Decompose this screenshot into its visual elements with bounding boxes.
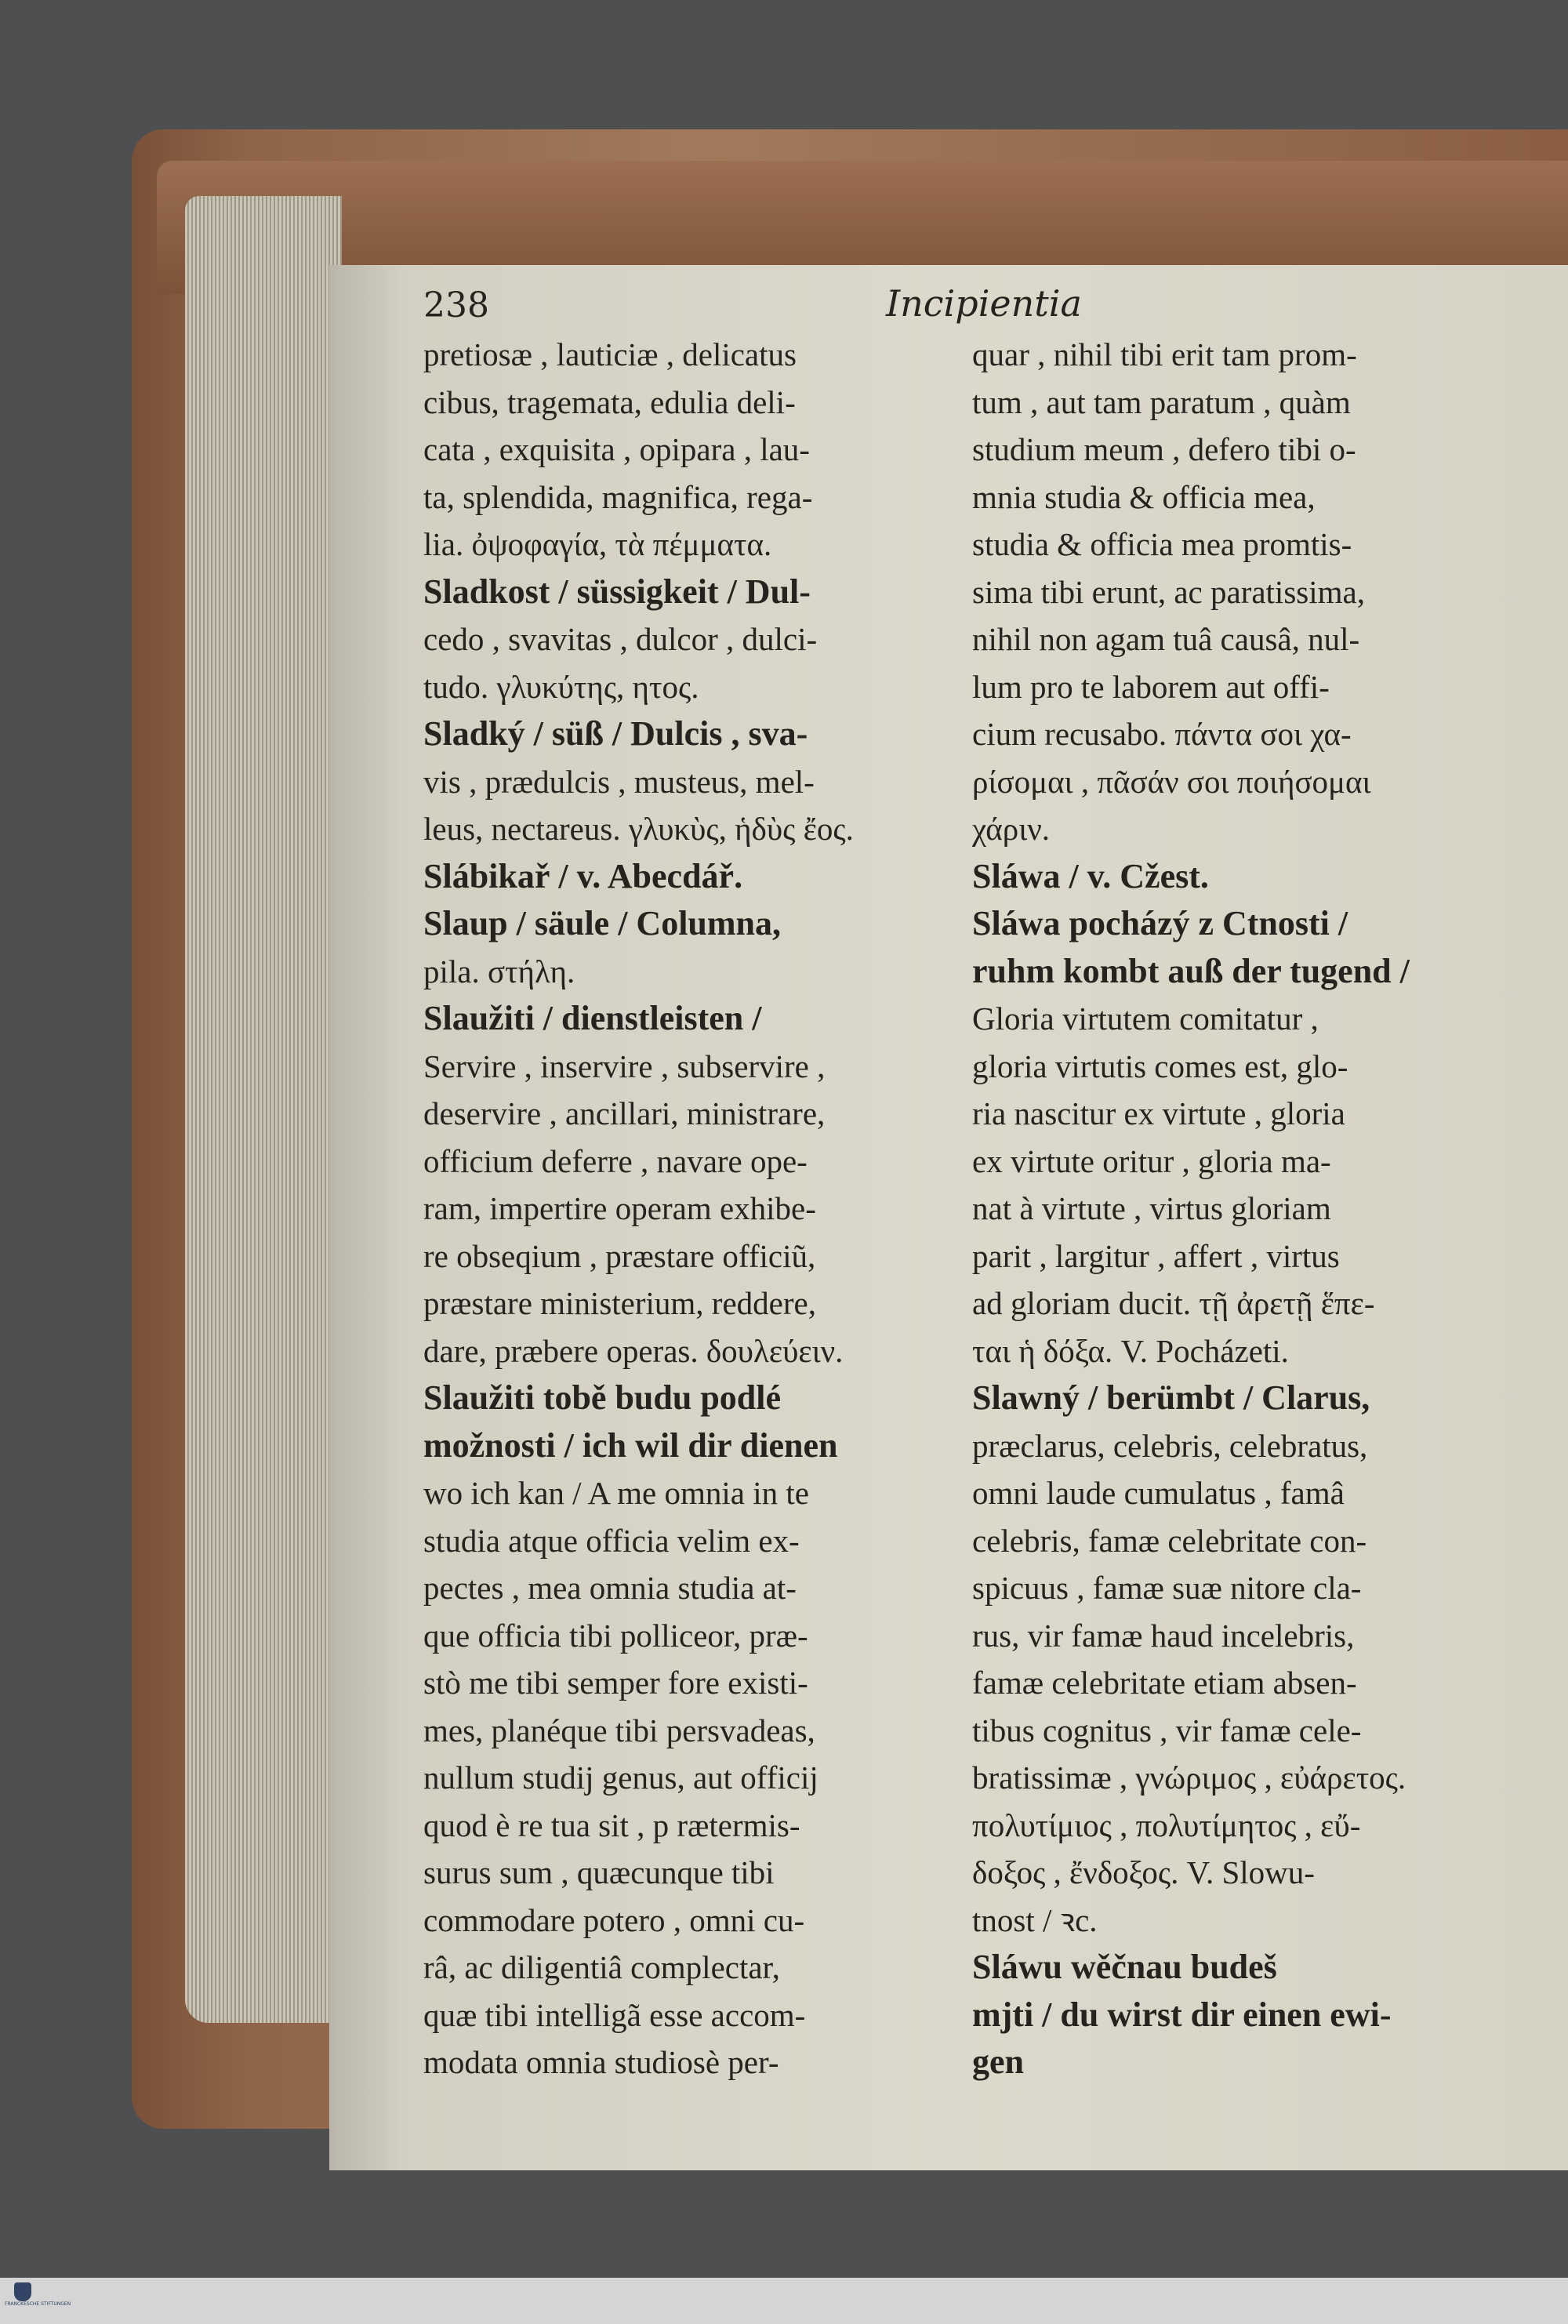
headword-line: Slaužiti / dienstleisten / xyxy=(423,999,762,1037)
headword-line: Slábikař / v. Abecdář. xyxy=(423,856,743,895)
text-line: ad gloriam ducit. τῇ ἀρετῇ ἕπε- xyxy=(972,1285,1375,1321)
right-column xyxy=(972,331,1568,2086)
text-line: rus, vir famæ haud incelebris, xyxy=(972,1617,1355,1654)
text-line: cium recusabo. πάντα σοι χα- xyxy=(972,716,1352,752)
text-line: modata omnia studiosè per- xyxy=(423,2044,779,2080)
headword-line: možnosti / ich wil dir dienen xyxy=(423,1425,838,1465)
text-line: cata , exquisita , opipara , lau- xyxy=(423,431,810,467)
text-line: Gloria virtutem comitatur , xyxy=(972,1000,1319,1037)
text-line: celebris, famæ celebritate con- xyxy=(972,1522,1367,1559)
headword-line: ruhm kombt auß der tugend / xyxy=(972,951,1410,990)
left-column xyxy=(423,331,964,2086)
text-line: nihil non agam tuâ causâ, nul- xyxy=(972,621,1360,657)
headword-line: Slaužiti tobě budu podlé xyxy=(423,1378,782,1417)
headword-line: mjti / du wirst dir einen ewi- xyxy=(972,1995,1392,2034)
text-line: lum pro te laborem aut offi- xyxy=(972,668,1330,705)
text-line: vis , prædulcis , musteus, mel- xyxy=(423,763,815,800)
text-line: gloria virtutis comes est, glo- xyxy=(972,1048,1348,1084)
logo-caption: FRANCKESCHE STIFTUNGEN xyxy=(5,2301,71,2307)
headword-line: gen xyxy=(972,2043,1024,2081)
text-line: ρίσομαι , πᾶσάν σοι ποιήσομαι xyxy=(972,763,1371,800)
text-line: studia & officia mea promtis- xyxy=(972,526,1352,562)
text-line: quæ tibi intelligã esse accom- xyxy=(423,1996,806,2033)
text-line: surus sum , quæcunque tibi xyxy=(423,1854,775,1890)
text-line: parit , largitur , affert , virtus xyxy=(972,1237,1340,1274)
running-head: Incipientia xyxy=(886,282,1082,325)
text-line: ram, impertire operam exhibe- xyxy=(423,1190,816,1226)
text-line: studium meum , defero tibi o- xyxy=(972,431,1356,467)
text-line: præstare ministerium, reddere, xyxy=(423,1285,816,1321)
text-line: commodare potero , omni cu- xyxy=(423,1901,805,1938)
text-line: tibus cognitus , vir famæ cele- xyxy=(972,1712,1362,1748)
text-line: pila. στήλη. xyxy=(423,953,575,990)
text-line: ex virtute oritur , gloria ma- xyxy=(972,1142,1331,1179)
text-line: leus, nectareus. γλυκὺς, ἡδὺς ἔος. xyxy=(423,811,854,847)
logo-mark xyxy=(14,2282,31,2301)
text-line: tum , aut tam paratum , quàm xyxy=(972,383,1351,420)
text-line: bratissimæ , γνώριμος , εὐάρετος. xyxy=(972,1759,1406,1796)
headword-line: Slaup / säule / Columna, xyxy=(423,904,782,942)
text-line: pectes , mea omnia studia at- xyxy=(423,1570,797,1606)
text-line: præclarus, celebris, celebratus, xyxy=(972,1427,1368,1464)
text-line: ta, splendida, magnifica, rega- xyxy=(423,478,813,515)
headword-line: Sladký / süß / Dulcis , sva- xyxy=(423,714,808,753)
text-line: studia atque officia velim ex- xyxy=(423,1522,800,1559)
text-line: mes, planéque tibi persvadeas, xyxy=(423,1712,815,1748)
library-logo-icon xyxy=(5,2282,71,2320)
headword-line: Sláwu wěčnau budeš xyxy=(972,1948,1277,1986)
text-line: quar , nihil tibi erit tam prom- xyxy=(972,336,1357,372)
text-line: officium deferre , navare ope- xyxy=(423,1142,808,1179)
text-line: famæ celebritate etiam absen- xyxy=(972,1665,1357,1701)
text-line: que officia tibi polliceor, præ- xyxy=(423,1617,808,1654)
text-line: ται ἡ δόξα. V. Pocházeti. xyxy=(972,1332,1289,1369)
text-line: re obseqium , præstare officiũ, xyxy=(423,1237,816,1274)
page-number: 238 xyxy=(423,285,489,325)
headword-line: Sláwa / v. Cžest. xyxy=(972,856,1209,895)
text-line: cedo , svavitas , dulcor , dulci- xyxy=(423,621,818,657)
headword-line: Sladkost / süssigkeit / Dul- xyxy=(423,572,811,611)
text-line: Servire , inservire , subservire , xyxy=(423,1048,826,1084)
page-edges xyxy=(185,196,342,2023)
text-line: πολυτίμιος , πολυτίμητος , εὔ- xyxy=(972,1807,1361,1843)
page-header xyxy=(423,282,1568,337)
text-line: quod è re tua sit , p rætermis- xyxy=(423,1807,800,1843)
text-line: dare, præbere operas. δουλεύειν. xyxy=(423,1332,844,1369)
text-line: ria nascitur ex virtute , gloria xyxy=(972,1095,1345,1131)
text-line: sima tibi erunt, ac paratissima, xyxy=(972,573,1365,610)
text-line: wo ich kan / A me omnia in te xyxy=(423,1475,809,1511)
page-content xyxy=(423,282,1568,2101)
scanner-footer xyxy=(0,2278,1568,2324)
headword-line: Slawný / berümbt / Clarus, xyxy=(972,1378,1370,1417)
text-line: râ, ac diligentiâ complectar, xyxy=(423,1949,780,1985)
text-line: tnost / ꝛc. xyxy=(972,1901,1098,1938)
text-line: pretiosæ , lauticiæ , delicatus xyxy=(423,336,797,372)
text-line: nat à virtute , virtus gloriam xyxy=(972,1190,1331,1226)
text-line: χάριν. xyxy=(972,811,1051,847)
text-line: deservire , ancillari, ministrare, xyxy=(423,1095,826,1131)
text-line: nullum studij genus, aut officij xyxy=(423,1759,818,1796)
text-line: cibus, tragemata, edulia deli- xyxy=(423,383,796,420)
text-line: stò me tibi semper fore existi- xyxy=(423,1665,808,1701)
text-line: δοξος , ἔνδοξος. V. Slowu- xyxy=(972,1854,1315,1890)
text-line: mnia studia & officia mea, xyxy=(972,478,1316,515)
text-line: lia. ὀψοφαγία, τὰ πέμματα. xyxy=(423,526,772,562)
text-line: spicuus , famæ suæ nitore cla- xyxy=(972,1570,1362,1606)
text-line: omni laude cumulatus , famâ xyxy=(972,1475,1345,1511)
text-line: tudo. γλυκύτης, ητος. xyxy=(423,668,699,705)
headword-line: Sláwa pocházý z Ctnosti / xyxy=(972,904,1348,942)
